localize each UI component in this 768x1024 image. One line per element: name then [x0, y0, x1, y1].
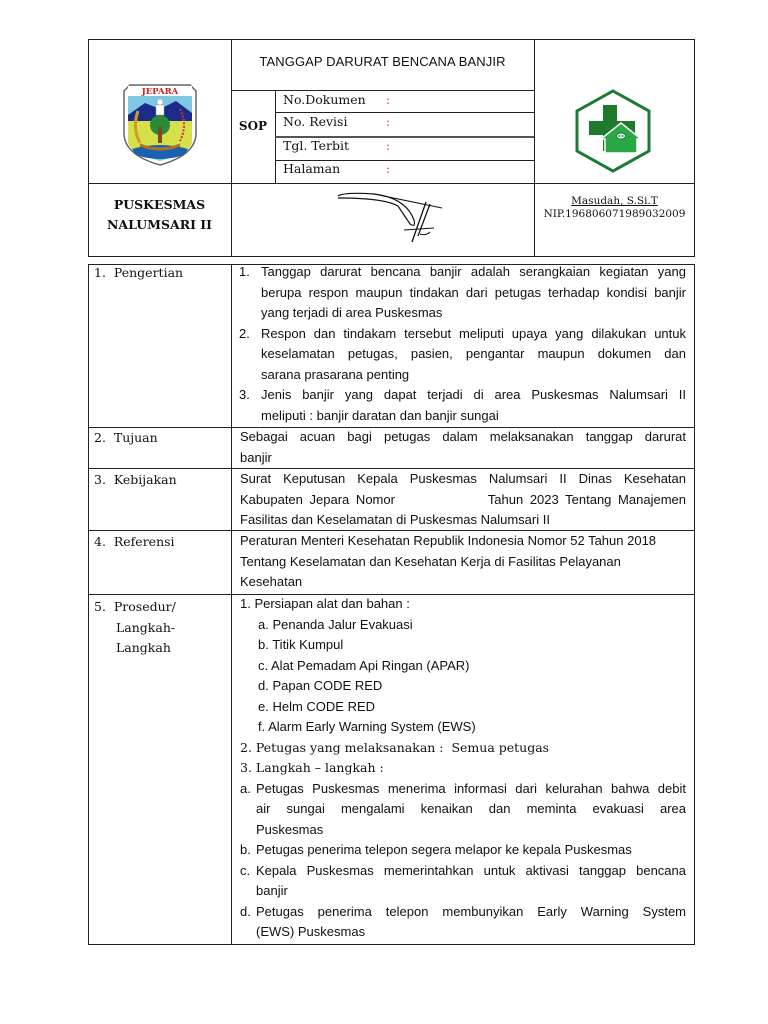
jepara-regency-emblem-icon — [120, 83, 200, 167]
section-label-prosedur: 5. Prosedur/ Langkah- Langkah — [94, 599, 176, 655]
tujuan-content: Sebagai acuan bagi petugas dalam melaksanakan tanggap darurat banjir — [240, 429, 686, 465]
list-item: 3. Jenis banjir yang dapat terjadi di area Puskesmas Nalumsari II meliputi : banjir daratan dan banjir sungai — [239, 387, 686, 423]
meta-tgl-terbit-colon: : — [386, 139, 391, 153]
content-divider — [231, 264, 232, 945]
header-divider — [275, 112, 534, 113]
section-label-referensi: 4. Referensi — [94, 534, 175, 549]
list-item-number: 3. — [239, 387, 250, 402]
persiapan-item: c. Alat Pemadam Api Ringan (APAR) — [258, 657, 470, 673]
persiapan-item: e. Helm CODE RED — [258, 698, 376, 714]
section-label-pengertian: 1. Pengertian — [94, 265, 184, 280]
signer-nip: NIP.196806071989032009 — [543, 208, 686, 220]
header-divider — [534, 39, 535, 257]
list-item: d. Petugas penerima telepon membunyikan Early Warning System (EWS) Puskesmas — [240, 903, 686, 939]
organization-name-line1: PUSKESMAS — [113, 197, 206, 212]
header-divider — [231, 90, 534, 91]
organization-name-line2: NALUMSARI II — [107, 217, 212, 232]
pengertian-content — [239, 262, 686, 426]
header-divider — [231, 39, 232, 257]
persiapan-title: 1. Persiapan alat dan bahan : — [240, 596, 410, 611]
section-label-kebijakan: 3. Kebijakan — [94, 472, 177, 487]
persiapan-item: a. Penanda Jalur Evakuasi — [258, 616, 413, 632]
list-item: 1. Tanggap darurat bencana banjir adalah serangkaian kegiatan yang berupa respon maupun tindakan dari petugas terhadap kondisi banjir yang terjadi di area Puskesmas — [239, 264, 686, 320]
meta-no-dokumen-label: No.Dokumen — [283, 92, 366, 107]
meta-no-revisi-label: No. Revisi — [283, 114, 348, 129]
meta-halaman-label: Halaman — [283, 161, 341, 176]
list-item-number: 1. — [239, 264, 250, 279]
referensi-content: Peraturan Menteri Kesehatan Republik Indonesia Nomor 52 Tahun 2018 Tentang Keselamatan dan Kesehatan Kerja di Fasilitas Pelayanan Kesehatan — [240, 533, 657, 589]
meta-tgl-terbit-label: Tgl. Terbit — [283, 138, 350, 153]
puskesmas-logo-icon — [573, 89, 653, 173]
list-item: b. Petugas penerima telepon segera melapor ke kepala Puskesmas — [240, 842, 632, 857]
signature-icon — [334, 190, 444, 246]
prosedur-content — [240, 594, 686, 943]
persiapan-item: d. Papan CODE RED — [258, 678, 383, 693]
meta-no-dokumen-colon: : — [386, 93, 391, 107]
persiapan-item: b. Titik Kumpul — [258, 637, 344, 652]
section-label-tujuan: 2. Tujuan — [94, 430, 158, 445]
persiapan-item: f. Alarm Early Warning System (EWS) — [258, 719, 476, 734]
list-item: c. Kepala Puskesmas memerintahkan untuk aktivasi tanggap bencana banjir — [240, 862, 686, 898]
meta-no-revisi-colon: : — [386, 115, 391, 129]
petugas-line: 2. Petugas yang melaksanakan : Semua petugas — [240, 739, 550, 755]
svg-text:JEPARA: JEPARA — [141, 87, 179, 97]
list-item: a. Petugas Puskesmas menerima informasi dari kelurahan bahwa debit air sungai mengalami kenaikan dan meminta evakuasi area Puskesmas — [240, 780, 686, 837]
document-title: TANGGAP DARURAT BENCANA BANJIR — [259, 54, 506, 69]
langkah-title: 3. Langkah – langkah : — [240, 760, 384, 775]
kebijakan-content: Surat Keputusan Kepala Puskesmas Nalumsari II Dinas Kesehatan Kabupaten Jepara Nomor Tahun 2023 Tentang Manajemen Fasilitas dan Keselamatan di Puskesmas Nalumsari II — [240, 471, 686, 527]
list-item: 2. Respon dan tindakam tersebut meliputi upaya yang dilakukan untuk keselamatan petugas, pasien, pengantar maupun dokumen dan sarana prasarana penting — [239, 325, 686, 382]
meta-halaman-colon: : — [386, 162, 391, 176]
header-divider — [88, 183, 695, 184]
sop-label: SOP — [238, 119, 268, 133]
organization-name — [88, 195, 231, 235]
signer-name: Masudah, S.Si.T — [571, 195, 658, 207]
list-item-number: 2. — [239, 325, 250, 341]
